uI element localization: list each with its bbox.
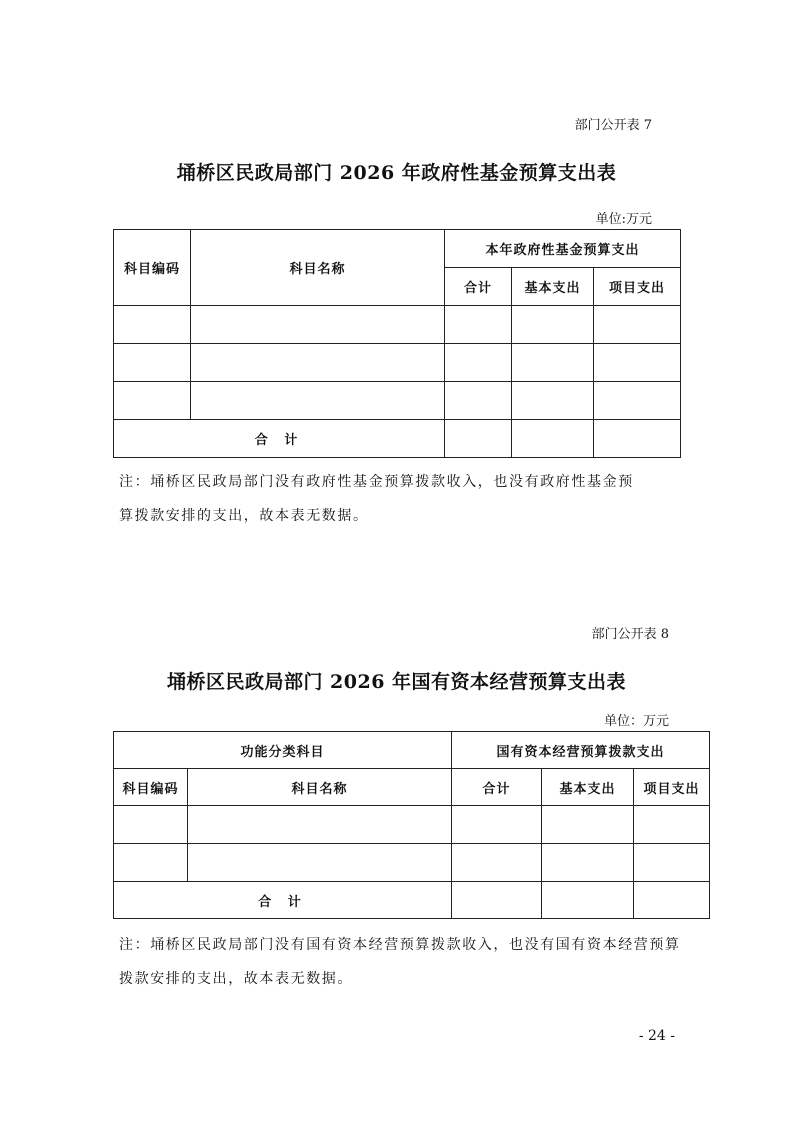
header-code: 科目编码 — [114, 769, 188, 806]
table-tag-8: 部门公开表 8 — [591, 627, 669, 642]
header-basic: 基本支出 — [512, 268, 594, 306]
note-8 — [119, 928, 729, 996]
header-total: 合计 — [452, 769, 542, 806]
note-7-line-1: 注：埇桥区民政局部门没有政府性基金预算拨款收入，也没有政府性基金预 — [119, 474, 634, 490]
table-title-7: 埇桥区民政局部门 2026 年政府性基金预算支出表 — [176, 162, 617, 184]
header-project: 项目支出 — [634, 769, 710, 806]
table-row — [114, 306, 681, 344]
note-8-line-2: 拨款安排的支出，故本表无数据。 — [119, 971, 353, 987]
table-row — [114, 344, 681, 382]
table-row — [114, 844, 710, 882]
header-group: 国有资本经营预算拨款支出 — [452, 732, 710, 769]
fund-budget-table — [113, 229, 681, 458]
note-8-line-1: 注：埇桥区民政局部门没有国有资本经营预算拨款收入，也没有国有资本经营预算 — [119, 937, 681, 953]
total-label: 合 计 — [114, 420, 445, 458]
header-total: 合计 — [445, 268, 512, 306]
total-label: 合 计 — [114, 882, 452, 919]
unit-label-7: 单位:万元 — [595, 212, 652, 227]
total-row — [114, 420, 681, 458]
header-func: 功能分类科目 — [114, 732, 452, 769]
table-title-8: 埇桥区民政局部门 2026 年国有资本经营预算支出表 — [166, 671, 627, 693]
header-project: 项目支出 — [594, 268, 681, 306]
table-tag-7: 部门公开表 7 — [574, 118, 652, 133]
header-code: 科目编码 — [114, 230, 191, 306]
table-row — [114, 382, 681, 420]
page-number: - 24 - — [638, 1028, 675, 1044]
note-7 — [119, 465, 719, 533]
unit-label-8: 单位：万元 — [603, 714, 669, 729]
state-capital-table — [113, 731, 710, 919]
total-row — [114, 882, 710, 919]
header-name: 科目名称 — [191, 230, 445, 306]
table-row — [114, 806, 710, 844]
header-basic: 基本支出 — [542, 769, 634, 806]
header-name: 科目名称 — [188, 769, 452, 806]
header-group: 本年政府性基金预算支出 — [445, 230, 681, 268]
note-7-line-2: 算拨款安排的支出，故本表无数据。 — [119, 508, 369, 524]
